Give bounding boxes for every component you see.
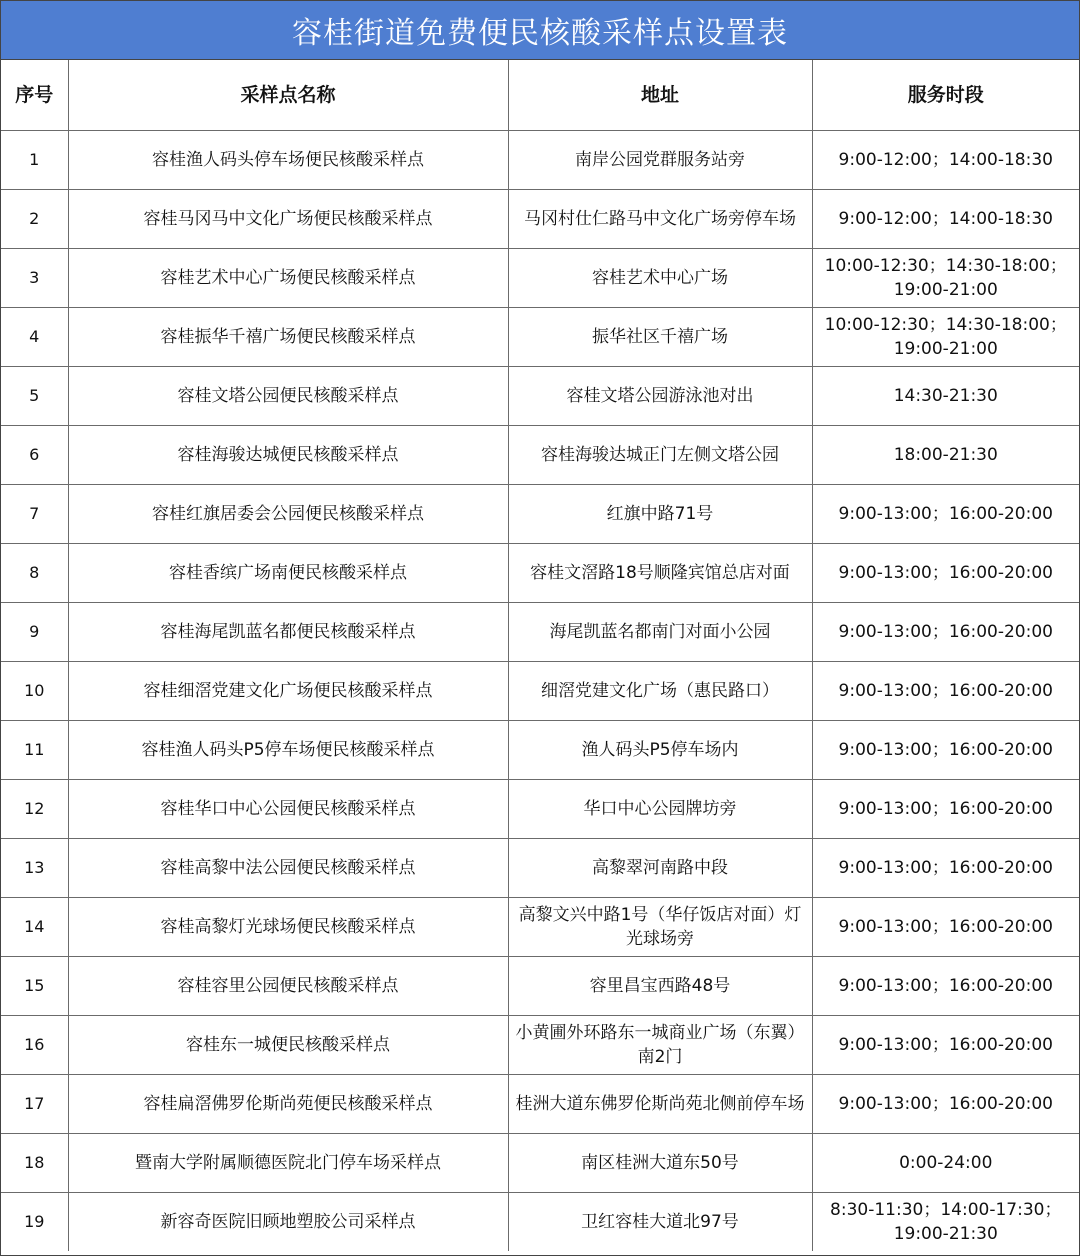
seq-cell: 6 (1, 426, 68, 485)
address-cell: 海尾凯蓝名都南门对面小公园 (508, 603, 812, 662)
service-hours-cell: 9:00-13:00；16:00-20:00 (812, 721, 1079, 780)
seq-cell: 16 (1, 1016, 68, 1075)
address-cell: 容里昌宝西路48号 (508, 957, 812, 1016)
site-name-cell: 容桂渔人码头停车场便民核酸采样点 (68, 131, 508, 190)
site-name-cell: 容桂容里公园便民核酸采样点 (68, 957, 508, 1016)
seq-cell: 18 (1, 1134, 68, 1193)
table-row (1, 780, 1079, 839)
service-hours-cell: 9:00-13:00；16:00-20:00 (812, 898, 1079, 957)
address-cell: 卫红容桂大道北97号 (508, 1193, 812, 1252)
address-cell: 高黎翠河南路中段 (508, 839, 812, 898)
table-row (1, 544, 1079, 603)
seq-cell: 1 (1, 131, 68, 190)
seq-cell: 3 (1, 249, 68, 308)
site-name-cell: 容桂高黎灯光球场便民核酸采样点 (68, 898, 508, 957)
table-row (1, 1075, 1079, 1134)
table-row (1, 898, 1079, 957)
site-name-cell: 容桂渔人码头P5停车场便民核酸采样点 (68, 721, 508, 780)
site-name-cell: 容桂华口中心公园便民核酸采样点 (68, 780, 508, 839)
service-hours-cell: 8:30-11:30；14:00-17:30；19:00-21:30 (812, 1193, 1079, 1252)
header-site-name: 采样点名称 (68, 60, 508, 131)
service-hours-cell: 9:00-12:00；14:00-18:30 (812, 131, 1079, 190)
table-row (1, 131, 1079, 190)
service-hours-cell: 9:00-13:00；16:00-20:00 (812, 1075, 1079, 1134)
table-row (1, 249, 1079, 308)
address-cell: 高黎文兴中路1号（华仔饭店对面）灯光球场旁 (508, 898, 812, 957)
address-cell: 小黄圃外环路东一城商业广场（东翼）南2门 (508, 1016, 812, 1075)
service-hours-cell: 9:00-13:00；16:00-20:00 (812, 485, 1079, 544)
site-name-cell: 容桂高黎中法公园便民核酸采样点 (68, 839, 508, 898)
table-row (1, 1134, 1079, 1193)
seq-cell: 9 (1, 603, 68, 662)
address-cell: 容桂艺术中心广场 (508, 249, 812, 308)
header-seq: 序号 (1, 60, 68, 131)
table-row (1, 190, 1079, 249)
address-cell: 南区桂洲大道东50号 (508, 1134, 812, 1193)
address-cell: 南岸公园党群服务站旁 (508, 131, 812, 190)
table-row (1, 426, 1079, 485)
table-row (1, 1193, 1079, 1252)
header-address: 地址 (508, 60, 812, 131)
site-name-cell: 容桂艺术中心广场便民核酸采样点 (68, 249, 508, 308)
table-row (1, 367, 1079, 426)
service-hours-cell: 9:00-13:00；16:00-20:00 (812, 780, 1079, 839)
site-name-cell: 容桂东一城便民核酸采样点 (68, 1016, 508, 1075)
address-cell: 振华社区千禧广场 (508, 308, 812, 367)
seq-cell: 19 (1, 1193, 68, 1252)
service-hours-cell: 9:00-13:00；16:00-20:00 (812, 662, 1079, 721)
table-row (1, 603, 1079, 662)
address-cell: 华口中心公园牌坊旁 (508, 780, 812, 839)
site-name-cell: 容桂扁滘佛罗伦斯尚苑便民核酸采样点 (68, 1075, 508, 1134)
header-service-hours: 服务时段 (812, 60, 1079, 131)
seq-cell: 4 (1, 308, 68, 367)
service-hours-cell: 9:00-13:00；16:00-20:00 (812, 839, 1079, 898)
site-name-cell: 容桂红旗居委会公园便民核酸采样点 (68, 485, 508, 544)
table-row (1, 721, 1079, 780)
table-row (1, 957, 1079, 1016)
table-row (1, 485, 1079, 544)
service-hours-cell: 18:00-21:30 (812, 426, 1079, 485)
address-cell: 渔人码头P5停车场内 (508, 721, 812, 780)
service-hours-cell: 9:00-13:00；16:00-20:00 (812, 603, 1079, 662)
address-cell: 容桂海骏达城正门左侧文塔公园 (508, 426, 812, 485)
address-cell: 红旗中路71号 (508, 485, 812, 544)
site-name-cell: 容桂细滘党建文化广场便民核酸采样点 (68, 662, 508, 721)
service-hours-cell: 9:00-13:00；16:00-20:00 (812, 1016, 1079, 1075)
address-cell: 容桂文滘路18号顺隆宾馆总店对面 (508, 544, 812, 603)
service-hours-cell: 0:00-24:00 (812, 1134, 1079, 1193)
seq-cell: 8 (1, 544, 68, 603)
site-name-cell: 容桂海尾凯蓝名都便民核酸采样点 (68, 603, 508, 662)
seq-cell: 10 (1, 662, 68, 721)
seq-cell: 5 (1, 367, 68, 426)
seq-cell: 15 (1, 957, 68, 1016)
service-hours-cell: 14:30-21:30 (812, 367, 1079, 426)
service-hours-cell: 10:00-12:30；14:30-18:00；19:00-21:00 (812, 249, 1079, 308)
site-name-cell: 容桂香缤广场南便民核酸采样点 (68, 544, 508, 603)
seq-cell: 2 (1, 190, 68, 249)
address-cell: 桂洲大道东佛罗伦斯尚苑北侧前停车场 (508, 1075, 812, 1134)
table-title: 容桂街道免费便民核酸采样点设置表 (1, 1, 1079, 60)
address-cell: 细滘党建文化广场（惠民路口） (508, 662, 812, 721)
seq-cell: 17 (1, 1075, 68, 1134)
seq-cell: 14 (1, 898, 68, 957)
seq-cell: 11 (1, 721, 68, 780)
service-hours-cell: 10:00-12:30；14:30-18:00；19:00-21:00 (812, 308, 1079, 367)
site-name-cell: 新容奇医院旧顾地塑胶公司采样点 (68, 1193, 508, 1252)
seq-cell: 7 (1, 485, 68, 544)
seq-cell: 13 (1, 839, 68, 898)
site-name-cell: 容桂文塔公园便民核酸采样点 (68, 367, 508, 426)
service-hours-cell: 9:00-12:00；14:00-18:30 (812, 190, 1079, 249)
table-row (1, 308, 1079, 367)
site-name-cell: 容桂海骏达城便民核酸采样点 (68, 426, 508, 485)
address-cell: 马冈村仕仁路马中文化广场旁停车场 (508, 190, 812, 249)
header-row (1, 60, 1079, 131)
service-hours-cell: 9:00-13:00；16:00-20:00 (812, 957, 1079, 1016)
sampling-sites-table (1, 60, 1079, 1251)
service-hours-cell: 9:00-13:00；16:00-20:00 (812, 544, 1079, 603)
seq-cell: 12 (1, 780, 68, 839)
site-name-cell: 暨南大学附属顺德医院北门停车场采样点 (68, 1134, 508, 1193)
table-row (1, 662, 1079, 721)
table-row (1, 839, 1079, 898)
site-name-cell: 容桂马冈马中文化广场便民核酸采样点 (68, 190, 508, 249)
table-row (1, 1016, 1079, 1075)
site-name-cell: 容桂振华千禧广场便民核酸采样点 (68, 308, 508, 367)
address-cell: 容桂文塔公园游泳池对出 (508, 367, 812, 426)
